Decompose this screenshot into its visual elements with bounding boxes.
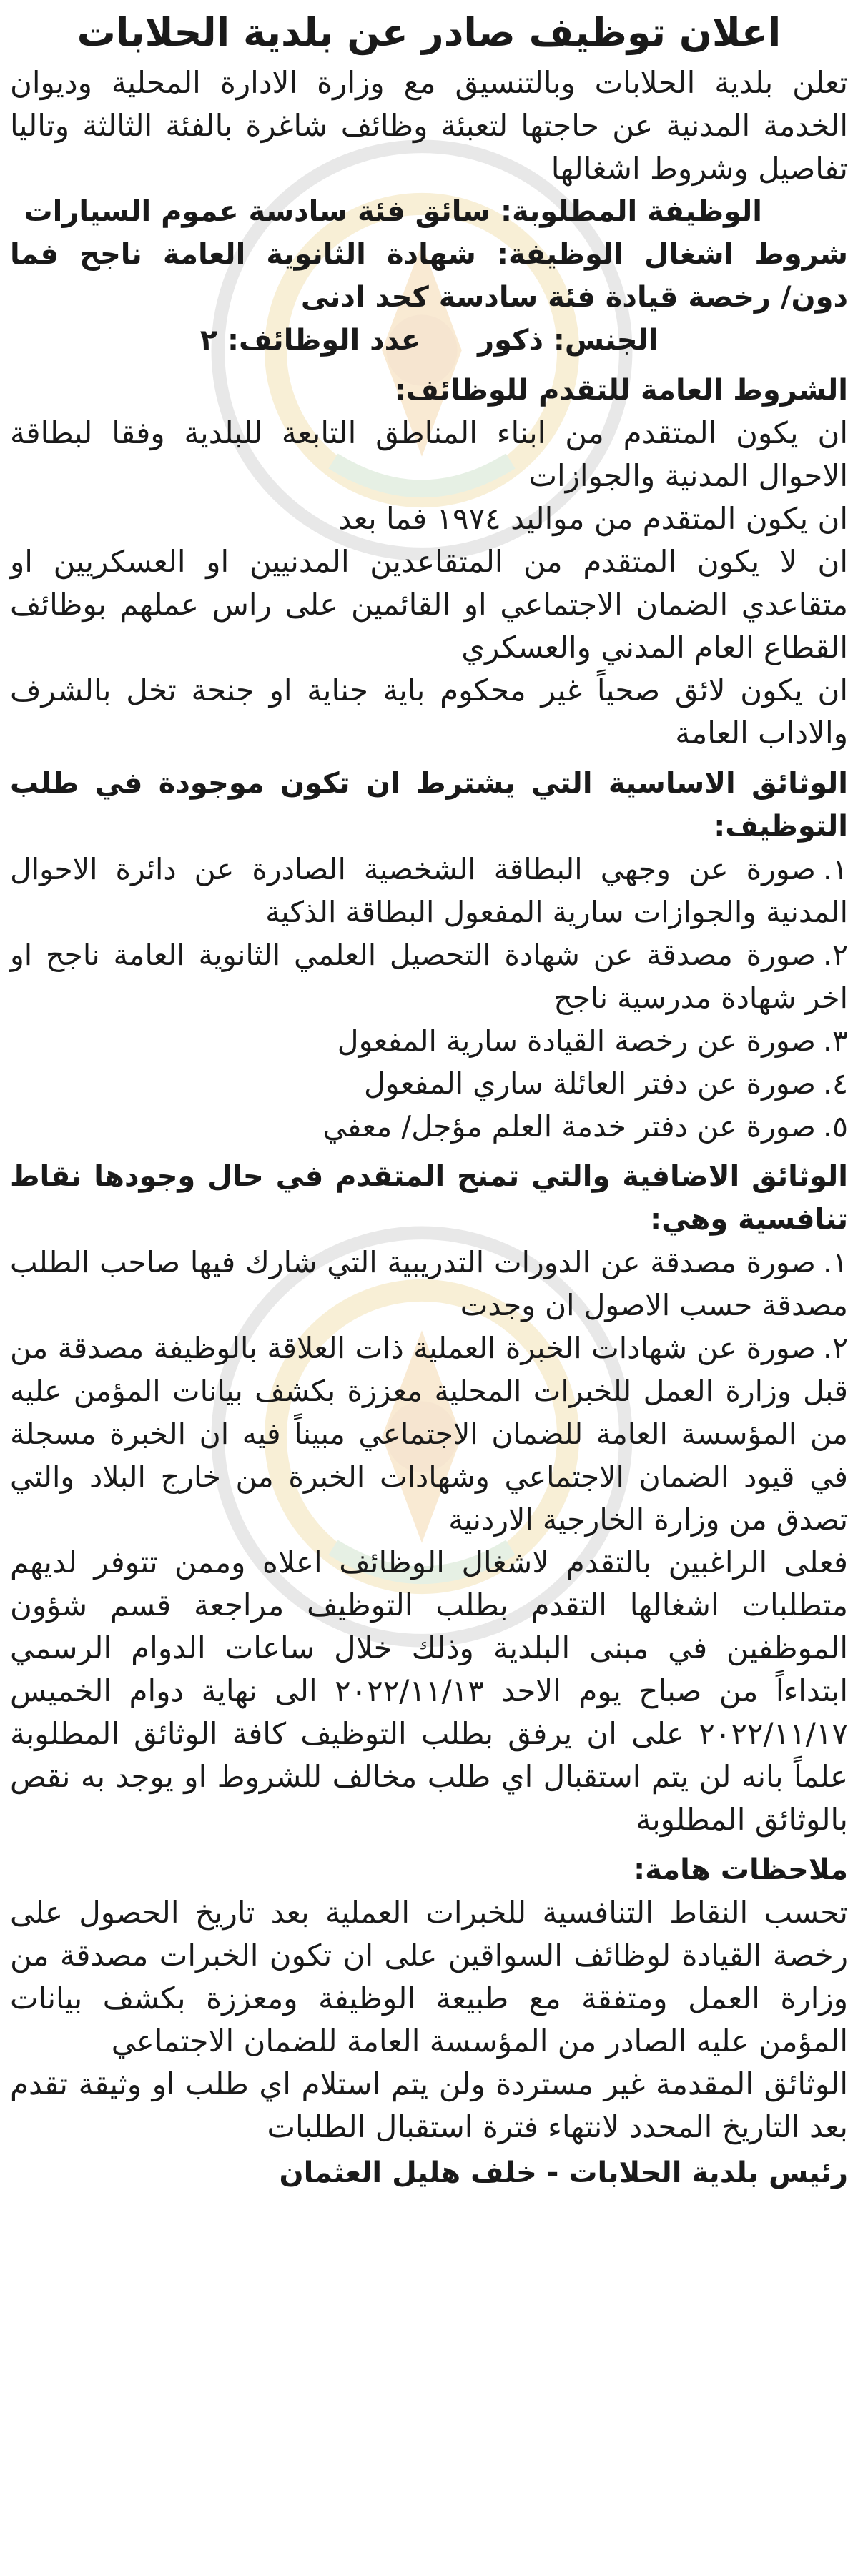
intro-paragraph: تعلن بلدية الحلابات وبالتنسيق مع وزارة الادارة المحلية وديوان الخدمة المدنية عن حاجتها لتعبئة وظائف شاغرة بالفئة الثالثة وتاليا تفاصيل وشروط اشغالها xyxy=(10,65,848,186)
extra-documents-heading: الوثائق الاضافية والتي تمنح المتقدم في حال وجودها نقاط تنافسية وهي: xyxy=(10,1160,848,1236)
general-condition-item: ان يكون لائق صحياً غير محكوم باية جناية او جنحة تخل بالشرف والاداب العامة xyxy=(10,673,848,750)
job-meta xyxy=(10,319,848,362)
extra-document-item: ٢.صورة عن شهادات الخبرة العملية ذات العلاقة بالوظيفة مصدقة من قبل وزارة العمل للخبرات المحلية معززة بكشف بيانات المؤمن عليه من المؤسسة العامة للضمان الاجتماعي مبيناً فيه ان الخبرة مسجلة في قيود الضمان الاجتماعي وشهادات الخبرة من خارج البلاد والتي تصدق من وزارة الخارجية الاردنية xyxy=(10,1331,848,1537)
job-requirements: شروط اشغال الوظيفة: شهادة الثانوية العامة ناجح فما دون/ رخصة قيادة فئة سادسة كحد ادنى xyxy=(10,238,848,314)
job-gender: الجنس: ذكور xyxy=(478,324,659,357)
extra-documents-list xyxy=(10,1241,848,1541)
general-condition-item: ان يكون المتقدم من ابناء المناطق التابعة للبلدية وفقا لبطاقة الاحوال المدنية والجوازات xyxy=(10,415,848,493)
basic-document-item: ٣.صورة عن رخصة القيادة سارية المفعول xyxy=(337,1024,848,1058)
job-position: الوظيفة المطلوبة: سائق فئة سادسة عموم السيارات xyxy=(24,195,762,228)
basic-documents-heading: الوثائق الاساسية التي يشترط ان تكون موجودة في طلب التوظيف: xyxy=(10,767,848,843)
signature-line: رئيس بلدية الحلابات - خلف هليل العثمان xyxy=(279,2156,848,2189)
basic-document-item: ٢.صورة مصدقة عن شهادة التحصيل العلمي الثانوية العامة ناجح او اخر شهادة مدرسية ناجح xyxy=(10,938,848,1015)
basic-document-item: ١.صورة عن وجهي البطاقة الشخصية الصادرة عن دائرة الاحوال المدنية والجوازات سارية المفعول البطاقة الذكية xyxy=(10,852,848,929)
general-condition-item: ان لا يكون المتقدم من المتقاعدين المدنيين او العسكريين او متقاعدي الضمان الاجتماعي او القائمين على راس عملهم بوظائف القطاع العام المدني والعسكري xyxy=(10,544,848,665)
note-item: الوثائق المقدمة غير مستردة ولن يتم استلام اي طلب او وثيقة تقدم بعد التاريخ المحدد لانتهاء فترة استقبال الطلبات xyxy=(10,2066,848,2144)
job-count: عدد الوظائف: ٢ xyxy=(199,324,421,357)
basic-documents-list xyxy=(10,848,848,1148)
general-conditions-heading: الشروط العامة للتقدم للوظائف: xyxy=(394,374,848,407)
announcement-title: اعلان توظيف صادر عن بلدية الحلابات xyxy=(77,10,781,55)
note-item: تحسب النقاط التنافسية للخبرات العملية بعد تاريخ الحصول على رخصة القيادة لوظائف السواقين على ان تكون الخبرات مصدقة من وزارة العمل ومتفقة مع طبيعة الوظيفة ومعززة بكشف بيانات المؤمن عليه الصادر من المؤسسة العامة للضمان الاجتماعي xyxy=(10,1895,848,2059)
general-condition-item: ان يكون المتقدم من مواليد ١٩٧٤ فما بعد xyxy=(337,501,848,536)
extra-document-item: ١.صورة مصدقة عن الدورات التدريبية التي شارك فيها صاحب الطلب مصدقة حسب الاصول ان وجدت xyxy=(10,1245,848,1322)
basic-document-item: ٤.صورة عن دفتر العائلة ساري المفعول xyxy=(364,1066,848,1101)
notes-heading: ملاحظات هامة: xyxy=(633,1853,848,1886)
application-paragraph: فعلى الراغبين بالتقدم لاشغال الوظائف اعلاه وممن تتوفر لديهم متطلبات اشغالها التقدم بطلب التوظيف مراجعة قسم شؤون الموظفين في مبنى البلدية وذلك خلال ساعات الدوام الرسمي ابتداءاً من صباح يوم الاحد ٢٠٢٢/١١/١٣ الى نهاية دوام الخميس ٢٠٢٢/١١/١٧ على ان يرفق بطلب التوظيف كافة الوثائق المطلوبة علماً بانه لن يتم استقبال اي طلب مخالف للشروط او يوجد به نقص بالوثائق المطلوبة xyxy=(10,1545,848,1837)
basic-document-item: ٥.صورة عن دفتر خدمة العلم مؤجل/ معفي xyxy=(322,1109,848,1144)
